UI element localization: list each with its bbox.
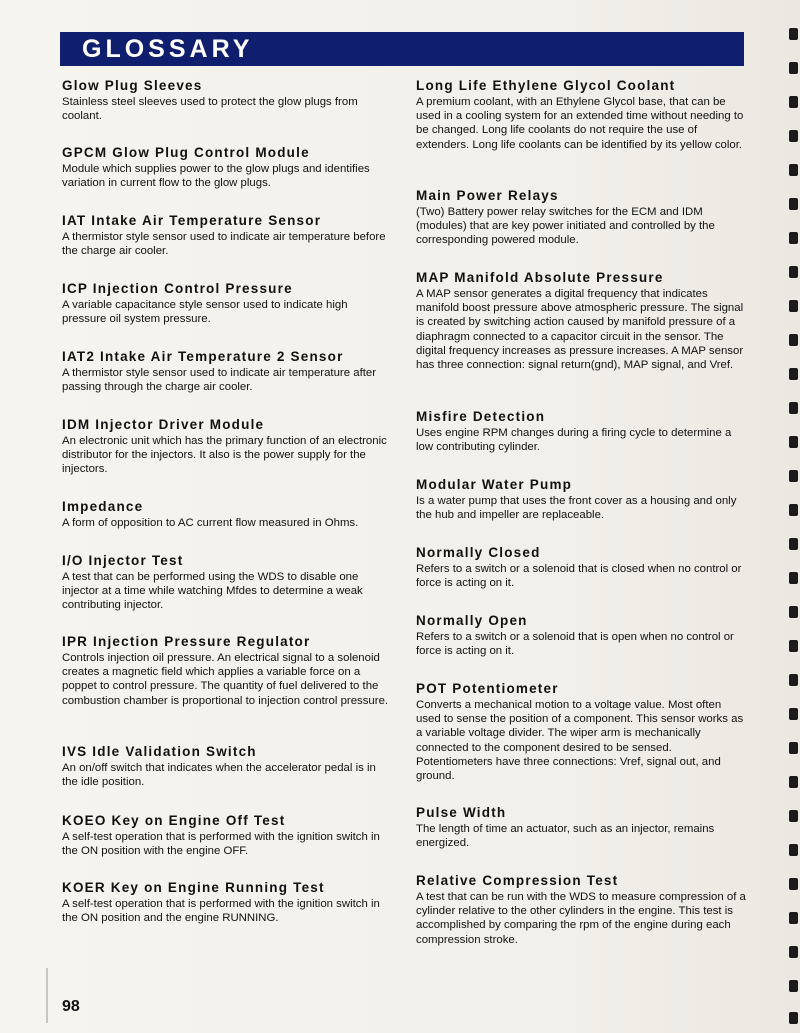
- glossary-term: MAP Manifold Absolute Pressure: [416, 270, 664, 285]
- glossary-entry: [62, 744, 392, 789]
- binding-ring: [789, 62, 798, 74]
- binding-ring: [789, 640, 798, 652]
- binding-ring: [789, 946, 798, 958]
- binding-ring: [789, 130, 798, 142]
- glossary-entry: [62, 634, 392, 708]
- binding-ring: [789, 334, 798, 346]
- binding-ring: [789, 266, 798, 278]
- binding-ring: [789, 980, 798, 992]
- glossary-term: KOER Key on Engine Running Test: [62, 880, 325, 895]
- glossary-term: Relative Compression Test: [416, 873, 619, 888]
- binding-ring: [789, 1012, 798, 1024]
- glossary-definition: Controls injection oil pressure. An electrical signal to a solenoid creates a magnetic field which applies a variable force on a poppet to control pressure. The quantity of fuel delivered to the combustion chamber is proportional to injection control pressure.: [62, 652, 389, 707]
- page-number: 98: [62, 998, 80, 1015]
- glossary-entry: [416, 78, 748, 152]
- glossary-entry: [62, 349, 392, 394]
- glossary-definition: A self-test operation that is performed with the ignition switch in the ON position and the engine RUNNING.: [62, 898, 380, 925]
- glossary-term: IAT Intake Air Temperature Sensor: [62, 213, 322, 228]
- glossary-entry: [62, 880, 392, 925]
- glossary-entry: [62, 78, 392, 123]
- binding-ring: [789, 368, 798, 380]
- binding-ring: [789, 572, 798, 584]
- glossary-term: Modular Water Pump: [416, 477, 573, 492]
- glossary-definition: An on/off switch that indicates when the accelerator pedal is in the idle position.: [62, 762, 376, 789]
- glossary-definition: A self-test operation that is performed with the ignition switch in the ON position with the engine OFF.: [62, 831, 380, 858]
- glossary-definition: A test that can be run with the WDS to measure compression of a cylinder relative to the other cylinders in the engine. This test is accomplished by comparing the rpm of the engine during each compression stroke.: [416, 891, 746, 946]
- glossary-definition: A test that can be performed using the WDS to disable one injector at a time while watching Mfdes to determine a weak contributing injector.: [62, 571, 363, 612]
- glossary-definition: A thermistor style sensor used to indicate air temperature after passing through the charge air cooler.: [62, 367, 377, 394]
- binding-ring: [789, 674, 798, 686]
- glossary-term: ICP Injection Control Pressure: [62, 281, 293, 296]
- binding-ring: [789, 776, 798, 788]
- page-edge-line: [46, 968, 48, 1023]
- glossary-entry: [416, 477, 748, 522]
- binding-ring: [789, 538, 798, 550]
- binding-ring: [789, 198, 798, 210]
- glossary-definition: Refers to a switch or a solenoid that is closed when no control or force is acting on it.: [416, 563, 742, 590]
- glossary-term: Normally Open: [416, 613, 528, 628]
- binding-ring: [789, 470, 798, 482]
- binding-ring: [789, 436, 798, 448]
- binding-ring: [789, 878, 798, 890]
- binding-ring: [789, 96, 798, 108]
- glossary-entry: [416, 681, 748, 783]
- binding-ring: [789, 28, 798, 40]
- glossary-term: KOEO Key on Engine Off Test: [62, 813, 286, 828]
- glossary-term: Glow Plug Sleeves: [62, 78, 203, 93]
- page-title: GLOSSARY: [82, 35, 254, 63]
- glossary-term: IPR Injection Pressure Regulator: [62, 634, 311, 649]
- glossary-term: Impedance: [62, 499, 144, 514]
- glossary-term: Main Power Relays: [416, 188, 559, 203]
- glossary-definition: A premium coolant, with an Ethylene Glycol base, that can be used in a cooling system for an extended time without needing to be changed. Long life coolants do not require the use of extenders. Long life coolants can be identified by its yellow color.: [416, 96, 744, 151]
- glossary-definition: A MAP sensor generates a digital frequency that indicates manifold boost pressure above atmospheric pressure. The signal is created by switching action caused by manifold pressure of a diaphragm connected to a capacitor circuit in the sensor. The digital frequency increases as pressure increases. A MAP sensor has three connection: signal return(gnd), MAP signal, and Vref.: [416, 288, 744, 372]
- spiral-binding: [786, 0, 800, 1033]
- glossary-term: Normally Closed: [416, 545, 541, 560]
- glossary-term: IVS Idle Validation Switch: [62, 744, 257, 759]
- binding-ring: [789, 606, 798, 618]
- binding-ring: [789, 232, 798, 244]
- glossary-definition: An electronic unit which has the primary function of an electronic distributor for the injectors. It also is the power supply for the injectors.: [62, 435, 387, 476]
- glossary-entry: [416, 613, 748, 658]
- glossary-entry: [416, 270, 748, 372]
- binding-ring: [789, 708, 798, 720]
- glossary-definition: Module which supplies power to the glow plugs and identifies variation in current flow to the glow plugs.: [62, 163, 370, 190]
- binding-ring: [789, 504, 798, 516]
- glossary-term: IDM Injector Driver Module: [62, 417, 265, 432]
- glossary-definition: Uses engine RPM changes during a firing cycle to determine a low contributing cylinder.: [416, 427, 732, 454]
- glossary-entry: [62, 145, 392, 190]
- binding-ring: [789, 810, 798, 822]
- glossary-entry: [416, 805, 748, 850]
- binding-ring: [789, 844, 798, 856]
- glossary-entry: [416, 409, 748, 454]
- glossary-entry: [62, 213, 392, 258]
- glossary-entry: [416, 545, 748, 590]
- glossary-definition: The length of time an actuator, such as an injector, remains energized.: [416, 823, 715, 850]
- glossary-term: POT Potentiometer: [416, 681, 559, 696]
- glossary-term: IAT2 Intake Air Temperature 2 Sensor: [62, 349, 344, 364]
- binding-ring: [789, 742, 798, 754]
- glossary-term: Pulse Width: [416, 805, 507, 820]
- glossary-term: Misfire Detection: [416, 409, 546, 424]
- glossary-definition: Refers to a switch or a solenoid that is open when no control or force is acting on it.: [416, 631, 734, 658]
- glossary-term: GPCM Glow Plug Control Module: [62, 145, 310, 160]
- glossary-definition: A form of opposition to AC current flow measured in Ohms.: [62, 517, 359, 529]
- glossary-term: I/O Injector Test: [62, 553, 184, 568]
- glossary-entry: [62, 553, 392, 613]
- glossary-entry: [62, 813, 392, 858]
- glossary-definition: A thermistor style sensor used to indicate air temperature before the charge air cooler.: [62, 231, 386, 258]
- binding-ring: [789, 164, 798, 176]
- glossary-entry: [62, 281, 392, 326]
- glossary-entry: [416, 188, 748, 248]
- glossary-definition: A variable capacitance style sensor used to indicate high pressure oil system pressure.: [62, 299, 348, 326]
- glossary-definition: Stainless steel sleeves used to protect the glow plugs from coolant.: [62, 96, 358, 123]
- glossary-definition: (Two) Battery power relay switches for the ECM and IDM (modules) that are key power initiated and controlled by the corresponding powered module.: [416, 206, 715, 247]
- glossary-term: Long Life Ethylene Glycol Coolant: [416, 78, 676, 93]
- glossary-entry: [62, 499, 392, 530]
- binding-ring: [789, 402, 798, 414]
- glossary-entry: [416, 873, 748, 947]
- glossary-definition: Converts a mechanical motion to a voltage value. Most often used to sense the position of a component. This sensor works as a variable voltage divider. The wiper arm is mechanically connected to the component desired to be sensed. Potentiometers have three connections: Vref, signal out, and ground.: [416, 699, 744, 783]
- glossary-header-bar: [60, 32, 744, 66]
- glossary-entry: [62, 417, 392, 477]
- glossary-definition: Is a water pump that uses the front cover as a housing and only the hub and impeller are replaceable.: [416, 495, 737, 522]
- binding-ring: [789, 300, 798, 312]
- binding-ring: [789, 912, 798, 924]
